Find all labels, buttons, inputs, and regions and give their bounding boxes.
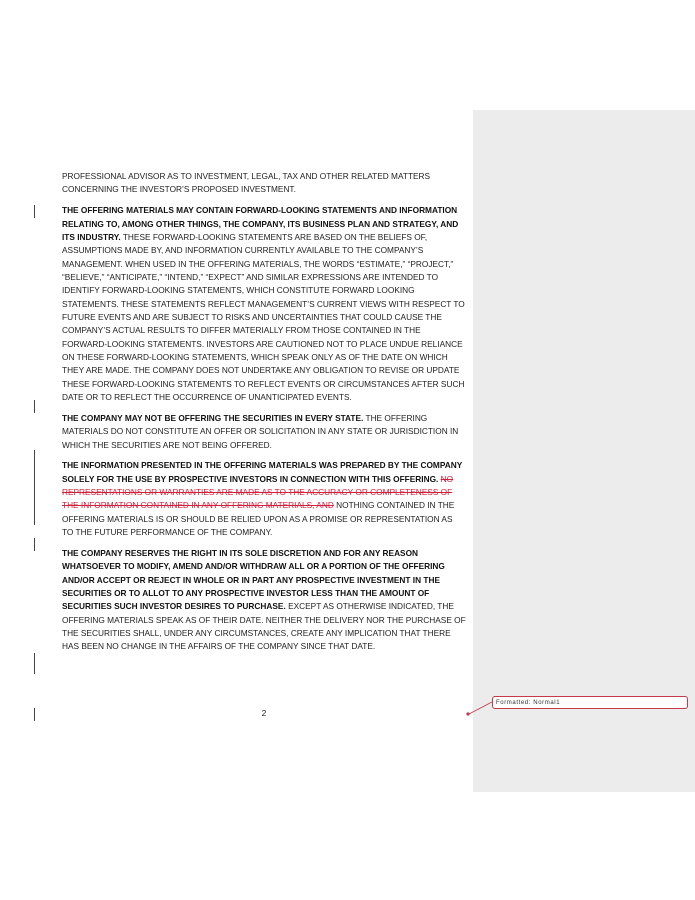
- connector-anchor: [466, 712, 469, 715]
- paragraph-text: PROFESSIONAL ADVISOR AS TO INVESTMENT, LEGAL, TAX AND OTHER RELATED MATTERS CONCERNING THE INVESTOR’S PROPOSED INVESTMENT.: [62, 171, 431, 195]
- connector-line: [469, 702, 492, 714]
- formatting-comment-balloon[interactable]: Formatted: Normal1: [492, 696, 688, 709]
- tracked-deletion[interactable]: NO REPRESENTATIONS OR WARRANTIES ARE MADE AS TO THE ACCURACY OR COMPLETENESS OF THE INFORMATION CONTAINED IN ANY OFFERING MATERIALS, AND: [62, 473, 454, 511]
- paragraph-heading: THE COMPANY RESERVES THE RIGHT IN ITS SOLE DISCRETION AND FOR ANY REASON WHATSOEVER TO MODIFY, AMEND AND/OR WITHDRAW ALL OR A PORTION OF THE OFFERING AND/OR ACCEPT OR REJECT IN WHOLE OR IN PART ANY PROSPECTIVE INVESTMENT IN THE SECURITIES OR TO ALLOT TO ANY PROSPECTIVE INVESTOR LESS THAN THE AMOUNT OF SECURITIES SUCH INVESTOR DESIRES TO PURCHASE.: [62, 547, 445, 612]
- paragraph-heading: THE INFORMATION PRESENTED IN THE OFFERING MATERIALS WAS PREPARED BY THE COMPANY SOLELY FOR THE USE BY PROSPECTIVE INVESTORS IN CONNECTION WITH THIS OFFERING.: [62, 460, 463, 484]
- paragraph-text: NOTHING CONTAINED IN THE OFFERING MATERIALS IS OR SHOULD BE RELIED UPON AS A PROMISE OR REPRESENTATION AS TO THE FUTURE PERFORMANCE OF THE COMPANY.: [62, 500, 455, 538]
- paragraph-heading: THE OFFERING MATERIALS MAY CONTAIN FORWARD-LOOKING STATEMENTS AND INFORMATION RELATING TO, AMONG OTHER THINGS, THE COMPANY, ITS BUSINESS PLAN AND STRATEGY, AND ITS INDUSTRY.: [62, 205, 459, 242]
- paragraph-heading: THE COMPANY MAY NOT BE OFFERING THE SECURITIES IN EVERY STATE.: [62, 412, 364, 423]
- paragraph-text: THE OFFERING MATERIALS DO NOT CONSTITUTE AN OFFER OR SOLICITATION IN ANY STATE OR JURISDICTION IN WHICH THE SECURITIES ARE NOT BEING OFFERED.: [62, 412, 459, 450]
- page-number: 2: [261, 708, 267, 718]
- paragraph-text: THESE FORWARD-LOOKING STATEMENTS ARE BASED ON THE BELIEFS OF, ASSUMPTIONS MADE BY, AND INFORMATION CURRENTLY AVAILABLE TO THE COMPANY’S MANAGEMENT. WHEN USED IN THE OFFERING MATERIALS, THE WORDS “ESTIMATE,” “PROJECT,” “BELIEVE,” “ANTICIPATE,” “INTEND,” “EXPECT” AND SIMILAR EXPRESSIONS ARE INTENDED TO IDENTIFY FORWARD-LOOKING STATEMENTS, WHICH CONSTITUTE FORWARD LOOKING STATEMENTS. THESE STATEMENTS REFLECT MANAGEMENT’S CURRENT VIEWS WITH RESPECT TO FUTURE EVENTS AND ARE SUBJECT TO RISKS AND UNCERTAINTIES THAT COULD CAUSE THE COMPANY’S ACTUAL RESULTS TO DIFFER MATERIALLY FROM THOSE CONTAINED IN THE FORWARD-LOOKING STATEMENTS. INVESTORS ARE CAUTIONED NOT TO PLACE UNDUE RELIANCE ON THESE FORWARD-LOOKING STATEMENTS, WHICH SPEAK ONLY AS OF THE DATE ON WHICH THEY ARE MADE. THE COMPANY DOES NOT UNDERTAKE ANY OBLIGATION TO REVISE OR UPDATE THESE FORWARD-LOOKING STATEMENTS TO REFLECT EVENTS OR CIRCUMSTANCES AFTER SUCH DATE OR TO REFLECT THE OCCURRENCE OF UNANTICIPATED EVENTS.: [62, 231, 465, 402]
- paragraph-text: EXCEPT AS OTHERWISE INDICATED, THE OFFERING MATERIALS SPEAK AS OF THEIR DATE. NEITHER THE DELIVERY NOR THE PURCHASE OF THE SECURITIES SHALL, UNDER ANY CIRCUMSTANCES, CREATE ANY IMPLICATION THAT THERE HAS BEEN NO CHANGE IN THE AFFAIRS OF THE COMPANY SINCE THAT DATE.: [62, 601, 466, 652]
